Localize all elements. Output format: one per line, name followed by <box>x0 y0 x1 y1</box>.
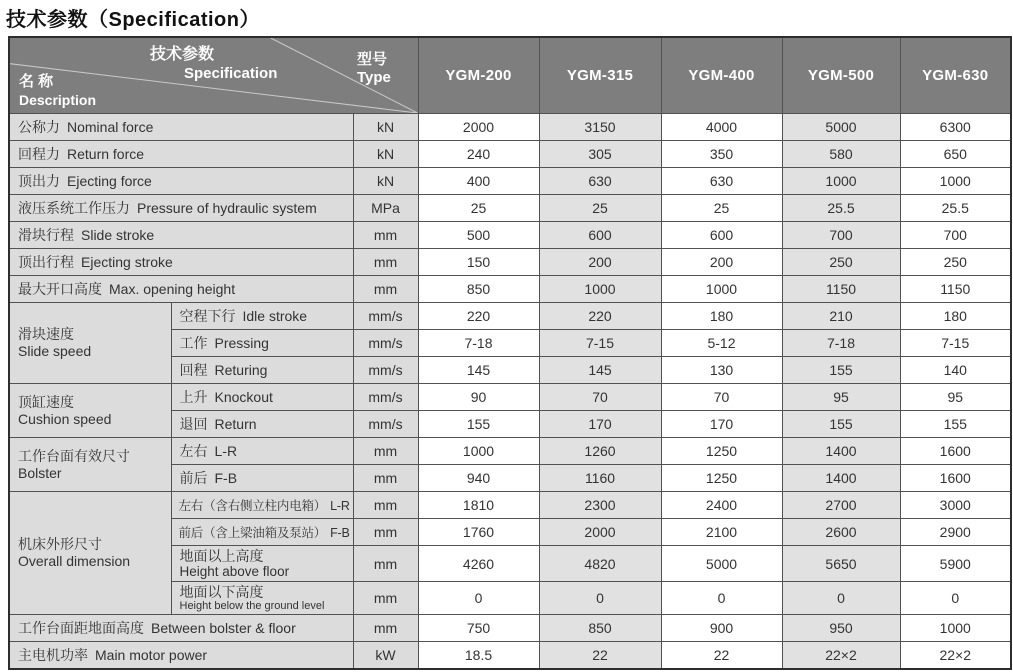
row-label-zh: 公称力 <box>18 119 60 135</box>
value-cell: 22×2 <box>782 642 900 669</box>
value-cell: 580 <box>782 141 900 168</box>
value-cell: 155 <box>782 411 900 438</box>
row-label <box>9 141 353 168</box>
param-header-zh: 技术参数 <box>150 46 215 63</box>
value-cell: 130 <box>661 357 782 384</box>
value-cell: 1760 <box>418 519 539 546</box>
value-cell: 1250 <box>661 438 782 465</box>
row-label-en: Nominal force <box>67 119 154 135</box>
value-cell: 1000 <box>418 438 539 465</box>
sub-row-label-en: F-B <box>214 470 238 486</box>
type-header <box>357 51 391 87</box>
value-cell: 210 <box>782 303 900 330</box>
value-cell: 70 <box>539 384 661 411</box>
group-label-zh: 顶缸速度 <box>18 393 74 410</box>
sub-row-label-zh: 地面以上高度 <box>179 547 264 564</box>
unit-cell: mm <box>353 465 418 492</box>
sub-row-label <box>171 357 353 384</box>
value-cell: 25 <box>418 195 539 222</box>
value-cell: 180 <box>661 303 782 330</box>
value-cell: 0 <box>539 582 661 615</box>
value-cell: 140 <box>900 357 1011 384</box>
name-header-en: Description <box>19 92 97 108</box>
value-cell: 22 <box>539 642 661 669</box>
table-row <box>9 141 1011 168</box>
unit-cell: mm/s <box>353 303 418 330</box>
table-row <box>9 249 1011 276</box>
value-cell: 1260 <box>539 438 661 465</box>
value-cell: 2300 <box>539 492 661 519</box>
value-cell: 630 <box>661 168 782 195</box>
value-cell: 1600 <box>900 438 1011 465</box>
value-cell: 1250 <box>661 465 782 492</box>
unit-cell: mm <box>353 249 418 276</box>
row-label-en: Ejecting stroke <box>81 254 173 270</box>
value-cell: 200 <box>661 249 782 276</box>
value-cell: 25 <box>661 195 782 222</box>
unit-cell: mm <box>353 519 418 546</box>
row-label-zh: 主电机功率 <box>18 646 88 663</box>
value-cell: 2900 <box>900 519 1011 546</box>
value-cell: 900 <box>661 615 782 642</box>
row-label-en: Between bolster & floor <box>151 620 296 636</box>
table-row <box>9 615 1011 642</box>
name-header-zh: 名 称 <box>19 73 54 90</box>
sub-row-label-en: Return <box>214 416 257 432</box>
row-label <box>9 168 353 195</box>
value-cell: 2000 <box>418 114 539 141</box>
row-label-en: Pressure of hydraulic system <box>137 200 317 216</box>
unit-cell: kW <box>353 642 418 669</box>
row-label-zh: 顶出行程 <box>18 254 74 270</box>
row-label-zh: 液压系统工作压力 <box>18 200 130 216</box>
model-header: YGM-630 <box>900 37 1011 114</box>
row-label-zh: 工作台面距地面高度 <box>18 620 144 636</box>
value-cell: 7-18 <box>418 330 539 357</box>
value-cell: 155 <box>418 411 539 438</box>
group-label-zh: 机床外形尺寸 <box>18 536 102 552</box>
table-header-row <box>9 37 1011 114</box>
param-header <box>150 45 277 83</box>
model-header: YGM-400 <box>661 37 782 114</box>
value-cell: 940 <box>418 465 539 492</box>
value-cell: 170 <box>539 411 661 438</box>
value-cell: 700 <box>782 222 900 249</box>
row-label <box>9 615 353 642</box>
unit-cell: mm <box>353 438 418 465</box>
value-cell: 3150 <box>539 114 661 141</box>
group-label-en: Cushion speed <box>18 410 112 427</box>
value-cell: 22×2 <box>900 642 1011 669</box>
value-cell: 2400 <box>661 492 782 519</box>
spec-table-body <box>9 114 1011 669</box>
sub-row-label <box>171 303 353 330</box>
row-label-zh: 最大开口高度 <box>18 281 102 297</box>
table-row <box>9 438 1011 465</box>
sub-row-label-en: F-B <box>330 526 350 540</box>
value-cell: 750 <box>418 615 539 642</box>
group-label-en: Slide speed <box>18 343 92 359</box>
sub-row-label-en: Knockout <box>214 389 273 405</box>
value-cell: 7-15 <box>900 330 1011 357</box>
type-header-zh: 型号 <box>357 51 388 68</box>
value-cell: 145 <box>418 357 539 384</box>
row-label <box>9 114 353 141</box>
value-cell: 250 <box>900 249 1011 276</box>
row-label-en: Main motor power <box>95 646 208 663</box>
unit-cell: mm <box>353 222 418 249</box>
value-cell: 350 <box>661 141 782 168</box>
sub-row-label-zh: 左右（含右侧立柱内电箱） <box>178 499 327 513</box>
sub-row-label-zh: 上升 <box>179 389 208 405</box>
sub-row-label-en: Idle stroke <box>242 308 308 324</box>
group-label-en: Bolster <box>18 464 62 481</box>
value-cell: 400 <box>418 168 539 195</box>
unit-cell: MPa <box>353 195 418 222</box>
value-cell: 5000 <box>782 114 900 141</box>
sub-row-label <box>171 330 353 357</box>
value-cell: 7-15 <box>539 330 661 357</box>
value-cell: 600 <box>661 222 782 249</box>
value-cell: 2000 <box>539 519 661 546</box>
value-cell: 630 <box>539 168 661 195</box>
group-label-zh: 工作台面有效尺寸 <box>18 447 130 464</box>
value-cell: 250 <box>782 249 900 276</box>
value-cell: 150 <box>418 249 539 276</box>
value-cell: 950 <box>782 615 900 642</box>
value-cell: 650 <box>900 141 1011 168</box>
value-cell: 240 <box>418 141 539 168</box>
sub-row-label <box>171 384 353 411</box>
value-cell: 1000 <box>782 168 900 195</box>
value-cell: 1000 <box>900 168 1011 195</box>
unit-cell: mm <box>353 582 418 615</box>
page-title: 技术参数（Specification） <box>6 9 260 31</box>
value-cell: 22 <box>661 642 782 669</box>
value-cell: 1000 <box>539 276 661 303</box>
value-cell: 1600 <box>900 465 1011 492</box>
value-cell: 220 <box>539 303 661 330</box>
value-cell: 0 <box>418 582 539 615</box>
value-cell: 1400 <box>782 438 900 465</box>
sub-row-label-zh: 前后（含上梁油箱及泵站） <box>178 526 327 540</box>
sub-row-label-en: Pressing <box>214 335 269 351</box>
model-header: YGM-500 <box>782 37 900 114</box>
param-header-en: Specification <box>184 65 278 82</box>
group-label <box>9 384 171 438</box>
table-row <box>9 222 1011 249</box>
row-label-zh: 滑块行程 <box>18 227 74 243</box>
value-cell: 600 <box>539 222 661 249</box>
value-cell: 850 <box>418 276 539 303</box>
sub-row-label <box>171 411 353 438</box>
row-label <box>9 276 353 303</box>
value-cell: 1400 <box>782 465 900 492</box>
value-cell: 6300 <box>900 114 1011 141</box>
value-cell: 2600 <box>782 519 900 546</box>
unit-cell: mm/s <box>353 384 418 411</box>
sub-row-label-zh: 退回 <box>179 416 208 432</box>
sub-row-label-zh: 空程下行 <box>179 308 236 324</box>
sub-row-label-zh: 前后 <box>179 470 208 486</box>
value-cell: 0 <box>782 582 900 615</box>
table-row <box>9 384 1011 411</box>
group-label <box>9 303 171 384</box>
unit-cell: mm <box>353 615 418 642</box>
unit-cell: mm/s <box>353 357 418 384</box>
model-header: YGM-315 <box>539 37 661 114</box>
table-row <box>9 492 1011 519</box>
unit-cell: mm <box>353 492 418 519</box>
spec-header-diagonal-cell <box>9 37 418 114</box>
row-label <box>9 642 353 669</box>
type-header-en: Type <box>357 69 391 86</box>
row-label-zh: 顶出力 <box>18 173 60 189</box>
sub-row-label-en: Returing <box>214 362 268 378</box>
sub-row-label <box>171 582 353 615</box>
value-cell: 2100 <box>661 519 782 546</box>
value-cell: 25 <box>539 195 661 222</box>
value-cell: 5000 <box>661 546 782 582</box>
group-label <box>9 438 171 492</box>
unit-cell: mm <box>353 276 418 303</box>
row-label-zh: 回程力 <box>18 146 60 162</box>
value-cell: 1150 <box>782 276 900 303</box>
spec-table <box>8 36 1012 670</box>
value-cell: 25.5 <box>782 195 900 222</box>
sub-row-label <box>171 465 353 492</box>
row-label-en: Slide stroke <box>81 227 155 243</box>
value-cell: 5650 <box>782 546 900 582</box>
unit-cell: kN <box>353 114 418 141</box>
table-row <box>9 114 1011 141</box>
row-label <box>9 195 353 222</box>
value-cell: 18.5 <box>418 642 539 669</box>
value-cell: 500 <box>418 222 539 249</box>
value-cell: 1160 <box>539 465 661 492</box>
unit-cell: mm/s <box>353 411 418 438</box>
name-header <box>19 73 96 109</box>
sub-row-label-zh: 地面以下高度 <box>179 583 264 600</box>
row-label-en: Ejecting force <box>67 173 152 189</box>
sub-row-label-zh: 左右 <box>179 443 208 459</box>
sub-row-label-en: Height above floor <box>179 563 290 579</box>
sub-row-label-zh: 工作 <box>179 335 208 351</box>
value-cell: 850 <box>539 615 661 642</box>
value-cell: 1810 <box>418 492 539 519</box>
group-label-zh: 滑块速度 <box>18 326 74 342</box>
value-cell: 1000 <box>661 276 782 303</box>
row-label-en: Max. opening height <box>109 281 236 297</box>
value-cell: 95 <box>900 384 1011 411</box>
row-label <box>9 249 353 276</box>
unit-cell: kN <box>353 168 418 195</box>
value-cell: 0 <box>900 582 1011 615</box>
value-cell: 4000 <box>661 114 782 141</box>
model-header: YGM-200 <box>418 37 539 114</box>
value-cell: 155 <box>900 411 1011 438</box>
group-label <box>9 492 171 615</box>
sub-row-label-en: L-R <box>330 499 350 513</box>
table-row <box>9 642 1011 669</box>
value-cell: 145 <box>539 357 661 384</box>
value-cell: 95 <box>782 384 900 411</box>
value-cell: 5900 <box>900 546 1011 582</box>
value-cell: 305 <box>539 141 661 168</box>
value-cell: 2700 <box>782 492 900 519</box>
unit-cell: mm <box>353 546 418 582</box>
value-cell: 4820 <box>539 546 661 582</box>
sub-row-label <box>171 492 353 519</box>
value-cell: 70 <box>661 384 782 411</box>
table-row <box>9 276 1011 303</box>
table-row <box>9 195 1011 222</box>
value-cell: 170 <box>661 411 782 438</box>
value-cell: 220 <box>418 303 539 330</box>
value-cell: 4260 <box>418 546 539 582</box>
value-cell: 180 <box>900 303 1011 330</box>
row-label <box>9 222 353 249</box>
sub-row-label-en: Height below the ground level <box>179 599 325 612</box>
value-cell: 3000 <box>900 492 1011 519</box>
row-label-en: Return force <box>67 146 145 162</box>
sub-row-label <box>171 519 353 546</box>
value-cell: 155 <box>782 357 900 384</box>
value-cell: 200 <box>539 249 661 276</box>
sub-row-label <box>171 546 353 582</box>
value-cell: 7-18 <box>782 330 900 357</box>
value-cell: 1000 <box>900 615 1011 642</box>
unit-cell: mm/s <box>353 330 418 357</box>
table-row <box>9 303 1011 330</box>
value-cell: 1150 <box>900 276 1011 303</box>
group-label-en: Overall dimension <box>18 553 131 569</box>
sub-row-label-en: L-R <box>214 443 238 459</box>
table-row <box>9 168 1011 195</box>
value-cell: 90 <box>418 384 539 411</box>
value-cell: 700 <box>900 222 1011 249</box>
sub-row-label-zh: 回程 <box>179 362 208 378</box>
unit-cell: kN <box>353 141 418 168</box>
value-cell: 5-12 <box>661 330 782 357</box>
value-cell: 0 <box>661 582 782 615</box>
sub-row-label <box>171 438 353 465</box>
value-cell: 25.5 <box>900 195 1011 222</box>
